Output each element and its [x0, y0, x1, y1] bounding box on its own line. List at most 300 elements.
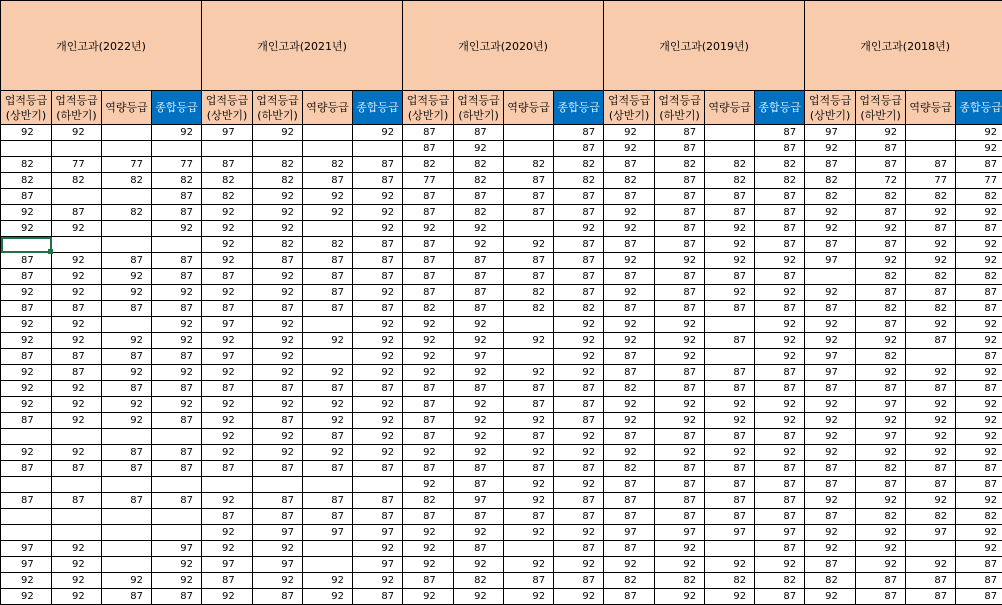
grade-cell[interactable]: 87 — [202, 269, 253, 285]
grade-cell[interactable] — [504, 541, 554, 557]
grade-cell[interactable]: 82 — [604, 173, 655, 189]
grade-cell[interactable]: 92 — [454, 397, 504, 413]
grade-cell[interactable]: 97 — [805, 365, 856, 381]
grade-cell[interactable] — [52, 141, 102, 157]
grade-cell[interactable]: 87 — [554, 413, 604, 429]
grade-cell[interactable]: 92 — [52, 125, 102, 141]
grade-cell[interactable] — [303, 141, 353, 157]
grade-cell[interactable] — [705, 541, 755, 557]
grade-cell[interactable]: 82 — [1, 173, 52, 189]
grade-cell[interactable]: 87 — [454, 477, 504, 493]
grade-cell[interactable]: 87 — [102, 253, 152, 269]
grade-cell[interactable]: 87 — [604, 493, 655, 509]
grade-cell[interactable]: 92 — [353, 189, 403, 205]
grade-cell[interactable]: 87 — [202, 573, 253, 589]
grade-cell[interactable]: 87 — [454, 269, 504, 285]
grade-cell[interactable]: 92 — [303, 333, 353, 349]
grade-cell[interactable]: 92 — [353, 317, 403, 333]
grade-cell[interactable]: 82 — [554, 301, 604, 317]
grade-cell[interactable]: 97 — [303, 525, 353, 541]
grade-cell[interactable]: 87 — [655, 269, 705, 285]
grade-cell[interactable]: 92 — [152, 285, 202, 301]
grade-cell[interactable]: 82 — [504, 285, 554, 301]
grade-cell[interactable]: 87 — [755, 301, 805, 317]
grade-cell[interactable]: 92 — [956, 397, 1002, 413]
grade-cell[interactable]: 92 — [454, 317, 504, 333]
grade-cell[interactable]: 92 — [856, 413, 906, 429]
grade-cell[interactable]: 92 — [1, 397, 52, 413]
grade-cell[interactable]: 82 — [805, 189, 856, 205]
grade-cell[interactable] — [152, 525, 202, 541]
grade-cell[interactable]: 87 — [755, 269, 805, 285]
grade-cell[interactable]: 87 — [805, 461, 856, 477]
grade-cell[interactable]: 87 — [956, 461, 1002, 477]
grade-cell[interactable]: 87 — [253, 461, 303, 477]
grade-cell[interactable]: 87 — [906, 157, 956, 173]
grade-cell[interactable]: 87 — [655, 301, 705, 317]
overall-grade-header[interactable]: 종합등급 — [353, 91, 403, 125]
grade-cell[interactable]: 92 — [604, 253, 655, 269]
grade-cell[interactable]: 92 — [353, 445, 403, 461]
grade-cell[interactable]: 87 — [655, 237, 705, 253]
grade-cell[interactable]: 92 — [504, 525, 554, 541]
grade-cell[interactable]: 92 — [253, 269, 303, 285]
column-header[interactable]: 업적등급 (상반기) — [403, 91, 454, 125]
grade-cell[interactable] — [253, 141, 303, 157]
grade-cell[interactable]: 82 — [906, 301, 956, 317]
grade-cell[interactable]: 92 — [755, 397, 805, 413]
grade-cell[interactable]: 87 — [504, 509, 554, 525]
grade-cell[interactable] — [152, 429, 202, 445]
grade-cell[interactable]: 92 — [52, 253, 102, 269]
grade-cell[interactable]: 92 — [253, 189, 303, 205]
grade-cell[interactable]: 92 — [253, 285, 303, 301]
grade-cell[interactable]: 87 — [554, 189, 604, 205]
grade-cell[interactable]: 87 — [604, 589, 655, 605]
grade-cell[interactable]: 87 — [755, 125, 805, 141]
grade-cell[interactable]: 87 — [755, 381, 805, 397]
grade-cell[interactable]: 87 — [52, 365, 102, 381]
grade-cell[interactable]: 92 — [705, 221, 755, 237]
column-header[interactable]: 업적등급 (하반기) — [454, 91, 504, 125]
grade-cell[interactable]: 92 — [1, 205, 52, 221]
grade-cell[interactable]: 82 — [755, 573, 805, 589]
grade-cell[interactable] — [303, 477, 353, 493]
grade-cell[interactable]: 97 — [1, 541, 52, 557]
grade-cell[interactable]: 92 — [454, 557, 504, 573]
grade-cell[interactable]: 87 — [152, 205, 202, 221]
grade-cell[interactable]: 87 — [253, 253, 303, 269]
grade-cell[interactable]: 92 — [202, 205, 253, 221]
grade-cell[interactable] — [1, 429, 52, 445]
grade-cell[interactable]: 87 — [504, 429, 554, 445]
grade-cell[interactable]: 92 — [1, 317, 52, 333]
column-header[interactable]: 업적등급 (하반기) — [655, 91, 705, 125]
grade-cell[interactable]: 92 — [554, 477, 604, 493]
grade-cell[interactable]: 82 — [755, 157, 805, 173]
grade-cell[interactable] — [1, 525, 52, 541]
grade-cell[interactable]: 92 — [52, 269, 102, 285]
grade-cell[interactable]: 87 — [152, 413, 202, 429]
grade-cell[interactable]: 87 — [906, 333, 956, 349]
grade-cell[interactable]: 87 — [805, 301, 856, 317]
grade-cell[interactable]: 97 — [253, 525, 303, 541]
grade-cell[interactable]: 92 — [303, 397, 353, 413]
grade-cell[interactable]: 87 — [604, 541, 655, 557]
grade-cell[interactable]: 92 — [655, 333, 705, 349]
grade-cell[interactable]: 92 — [554, 317, 604, 333]
column-header[interactable]: 역량등급 — [102, 91, 152, 125]
grade-cell[interactable]: 87 — [504, 205, 554, 221]
grade-cell[interactable]: 92 — [655, 317, 705, 333]
grade-cell[interactable] — [152, 509, 202, 525]
grade-cell[interactable]: 87 — [856, 237, 906, 253]
grade-cell[interactable]: 97 — [655, 525, 705, 541]
grade-cell[interactable]: 87 — [504, 461, 554, 477]
grade-cell[interactable]: 97 — [202, 557, 253, 573]
grade-cell[interactable]: 82 — [956, 509, 1002, 525]
grade-cell[interactable]: 92 — [755, 557, 805, 573]
grade-cell[interactable]: 97 — [805, 125, 856, 141]
grade-cell[interactable]: 97 — [856, 429, 906, 445]
grade-cell[interactable]: 87 — [403, 429, 454, 445]
grade-cell[interactable] — [52, 477, 102, 493]
column-header[interactable]: 업적등급 (상반기) — [202, 91, 253, 125]
grade-cell[interactable]: 87 — [454, 125, 504, 141]
grade-cell[interactable]: 87 — [956, 589, 1002, 605]
grade-cell[interactable]: 92 — [856, 125, 906, 141]
grade-cell[interactable]: 92 — [956, 493, 1002, 509]
grade-cell[interactable]: 87 — [755, 237, 805, 253]
grade-cell[interactable]: 92 — [906, 557, 956, 573]
grade-cell[interactable]: 87 — [655, 429, 705, 445]
grade-cell[interactable] — [102, 541, 152, 557]
grade-cell[interactable]: 82 — [554, 173, 604, 189]
grade-cell[interactable]: 82 — [906, 509, 956, 525]
grade-cell[interactable] — [504, 221, 554, 237]
grade-cell[interactable]: 77 — [52, 157, 102, 173]
grade-cell[interactable]: 87 — [303, 301, 353, 317]
grade-cell[interactable]: 92 — [454, 221, 504, 237]
grade-cell[interactable]: 82 — [303, 237, 353, 253]
grade-cell[interactable]: 92 — [152, 125, 202, 141]
grade-cell[interactable]: 92 — [152, 557, 202, 573]
grade-cell[interactable]: 87 — [403, 125, 454, 141]
grade-cell[interactable]: 92 — [755, 253, 805, 269]
grade-cell[interactable]: 92 — [52, 221, 102, 237]
grade-cell[interactable]: 82 — [152, 173, 202, 189]
grade-cell[interactable]: 92 — [705, 285, 755, 301]
grade-cell[interactable]: 87 — [353, 237, 403, 253]
grade-cell[interactable]: 92 — [303, 573, 353, 589]
grade-cell[interactable]: 92 — [805, 285, 856, 301]
grade-cell[interactable]: 87 — [805, 237, 856, 253]
grade-cell[interactable]: 92 — [353, 349, 403, 365]
grade-cell[interactable]: 92 — [253, 205, 303, 221]
grade-cell[interactable]: 82 — [454, 173, 504, 189]
grade-cell[interactable]: 92 — [403, 317, 454, 333]
grade-cell[interactable]: 87 — [353, 173, 403, 189]
grade-cell[interactable]: 87 — [504, 381, 554, 397]
grade-cell[interactable]: 87 — [705, 509, 755, 525]
grade-cell[interactable]: 82 — [202, 173, 253, 189]
grade-cell[interactable]: 77 — [102, 157, 152, 173]
grade-cell[interactable]: 82 — [52, 173, 102, 189]
grade-cell[interactable]: 87 — [956, 349, 1002, 365]
grade-cell[interactable]: 87 — [403, 205, 454, 221]
grade-cell[interactable]: 82 — [454, 157, 504, 173]
grade-cell[interactable]: 87 — [1, 269, 52, 285]
column-header[interactable]: 업적등급 (하반기) — [253, 91, 303, 125]
grade-cell[interactable]: 92 — [604, 221, 655, 237]
grade-cell[interactable]: 87 — [705, 477, 755, 493]
grade-cell[interactable]: 92 — [454, 141, 504, 157]
column-header[interactable]: 업적등급 (상반기) — [604, 91, 655, 125]
grade-cell[interactable]: 87 — [705, 205, 755, 221]
grade-cell[interactable]: 87 — [403, 397, 454, 413]
grade-cell[interactable] — [303, 349, 353, 365]
grade-cell[interactable]: 87 — [353, 589, 403, 605]
grade-cell[interactable]: 87 — [102, 461, 152, 477]
grade-cell[interactable]: 92 — [353, 429, 403, 445]
grade-cell[interactable]: 92 — [202, 333, 253, 349]
grade-cell[interactable]: 92 — [303, 445, 353, 461]
grade-cell[interactable]: 87 — [554, 397, 604, 413]
grade-cell[interactable]: 92 — [705, 413, 755, 429]
grade-cell[interactable]: 92 — [554, 525, 604, 541]
grade-cell[interactable]: 87 — [906, 477, 956, 493]
grade-cell[interactable]: 92 — [906, 413, 956, 429]
grade-cell[interactable]: 92 — [202, 525, 253, 541]
grade-cell[interactable]: 92 — [604, 205, 655, 221]
grade-cell[interactable]: 92 — [52, 285, 102, 301]
grade-cell[interactable]: 97 — [906, 525, 956, 541]
grade-cell[interactable]: 92 — [253, 349, 303, 365]
grade-cell[interactable]: 92 — [655, 541, 705, 557]
grade-cell[interactable]: 92 — [202, 413, 253, 429]
grade-cell[interactable]: 87 — [604, 189, 655, 205]
grade-cell[interactable] — [906, 541, 956, 557]
grade-cell[interactable]: 92 — [956, 253, 1002, 269]
grade-cell[interactable]: 87 — [403, 285, 454, 301]
grade-cell[interactable] — [202, 141, 253, 157]
grade-cell[interactable]: 92 — [504, 445, 554, 461]
grade-cell[interactable]: 87 — [655, 285, 705, 301]
grade-cell[interactable]: 87 — [856, 589, 906, 605]
grade-cell[interactable]: 92 — [755, 445, 805, 461]
grade-cell[interactable]: 92 — [655, 445, 705, 461]
grade-cell[interactable]: 97 — [353, 557, 403, 573]
grade-cell[interactable]: 97 — [805, 253, 856, 269]
grade-cell[interactable]: 87 — [303, 429, 353, 445]
grade-cell[interactable]: 87 — [705, 269, 755, 285]
grade-cell[interactable]: 87 — [1, 189, 52, 205]
grade-cell[interactable]: 77 — [956, 173, 1002, 189]
grade-cell[interactable]: 92 — [253, 317, 303, 333]
grade-cell[interactable] — [102, 525, 152, 541]
grade-cell[interactable] — [1, 509, 52, 525]
grade-cell[interactable]: 92 — [102, 397, 152, 413]
grade-cell[interactable]: 87 — [655, 173, 705, 189]
grade-cell[interactable]: 87 — [403, 509, 454, 525]
grade-cell[interactable]: 92 — [202, 237, 253, 253]
grade-cell[interactable]: 92 — [403, 525, 454, 541]
grade-cell[interactable]: 87 — [906, 573, 956, 589]
grade-cell[interactable]: 87 — [403, 381, 454, 397]
grade-cell[interactable]: 77 — [152, 157, 202, 173]
year-group-header[interactable]: 개인고과(2020년) — [403, 1, 604, 91]
grade-cell[interactable]: 87 — [554, 125, 604, 141]
grade-cell[interactable]: 92 — [755, 333, 805, 349]
grade-cell[interactable]: 87 — [403, 237, 454, 253]
grade-cell[interactable]: 92 — [705, 237, 755, 253]
grade-cell[interactable]: 92 — [1, 589, 52, 605]
grade-cell[interactable]: 92 — [504, 333, 554, 349]
grade-cell[interactable] — [906, 141, 956, 157]
grade-cell[interactable]: 87 — [655, 493, 705, 509]
grade-cell[interactable] — [102, 477, 152, 493]
grade-cell[interactable]: 97 — [454, 349, 504, 365]
grade-cell[interactable]: 82 — [755, 173, 805, 189]
grade-cell[interactable]: 87 — [956, 573, 1002, 589]
grade-cell[interactable] — [52, 525, 102, 541]
grade-cell[interactable]: 92 — [353, 573, 403, 589]
grade-cell[interactable]: 92 — [856, 541, 906, 557]
column-header[interactable]: 역량등급 — [504, 91, 554, 125]
grade-cell[interactable]: 87 — [755, 141, 805, 157]
grade-cell[interactable]: 82 — [454, 205, 504, 221]
grade-cell[interactable]: 92 — [454, 365, 504, 381]
grade-cell[interactable]: 92 — [906, 237, 956, 253]
grade-cell[interactable]: 87 — [856, 205, 906, 221]
grade-cell[interactable] — [102, 189, 152, 205]
grade-cell[interactable]: 92 — [554, 589, 604, 605]
grade-cell[interactable]: 87 — [554, 205, 604, 221]
grade-cell[interactable]: 87 — [454, 461, 504, 477]
grade-cell[interactable]: 92 — [403, 333, 454, 349]
grade-cell[interactable]: 87 — [454, 253, 504, 269]
grade-cell[interactable]: 92 — [152, 221, 202, 237]
grade-cell[interactable]: 92 — [253, 125, 303, 141]
grade-cell[interactable]: 92 — [604, 413, 655, 429]
grade-cell[interactable]: 82 — [604, 461, 655, 477]
grade-cell[interactable]: 92 — [655, 557, 705, 573]
grade-cell[interactable]: 87 — [504, 573, 554, 589]
grade-cell[interactable]: 87 — [554, 461, 604, 477]
grade-cell[interactable]: 87 — [52, 349, 102, 365]
grade-cell[interactable]: 87 — [454, 541, 504, 557]
grade-cell[interactable]: 92 — [655, 589, 705, 605]
grade-cell[interactable]: 87 — [604, 365, 655, 381]
grade-cell[interactable]: 87 — [1, 413, 52, 429]
grade-cell[interactable]: 82 — [253, 237, 303, 253]
grade-cell[interactable]: 87 — [956, 381, 1002, 397]
grade-cell[interactable]: 97 — [705, 525, 755, 541]
grade-cell[interactable]: 92 — [856, 253, 906, 269]
grade-cell[interactable]: 87 — [655, 221, 705, 237]
grade-cell[interactable]: 92 — [856, 493, 906, 509]
grade-cell[interactable] — [504, 141, 554, 157]
grade-cell[interactable]: 92 — [102, 269, 152, 285]
grade-cell[interactable]: 82 — [403, 301, 454, 317]
grade-cell[interactable]: 92 — [202, 493, 253, 509]
grade-cell[interactable]: 87 — [906, 381, 956, 397]
grade-cell[interactable]: 82 — [856, 461, 906, 477]
grade-cell[interactable]: 82 — [705, 173, 755, 189]
year-group-header[interactable]: 개인고과(2022년) — [1, 1, 202, 91]
grade-cell[interactable]: 87 — [705, 461, 755, 477]
grade-cell[interactable]: 92 — [906, 253, 956, 269]
grade-cell[interactable]: 92 — [805, 317, 856, 333]
column-header[interactable]: 역량등급 — [303, 91, 353, 125]
grade-cell[interactable]: 92 — [956, 205, 1002, 221]
grade-cell[interactable]: 87 — [554, 269, 604, 285]
grade-cell[interactable]: 92 — [454, 429, 504, 445]
grade-cell[interactable]: 92 — [1, 573, 52, 589]
grade-cell[interactable]: 87 — [152, 253, 202, 269]
overall-grade-header[interactable]: 종합등급 — [554, 91, 604, 125]
grade-cell[interactable]: 82 — [102, 173, 152, 189]
fill-handle[interactable] — [48, 249, 53, 254]
grade-cell[interactable]: 92 — [655, 413, 705, 429]
grade-cell[interactable]: 87 — [1, 349, 52, 365]
year-group-header[interactable]: 개인고과(2019년) — [604, 1, 805, 91]
grade-cell[interactable]: 92 — [805, 445, 856, 461]
grade-cell[interactable] — [102, 429, 152, 445]
grade-cell[interactable]: 92 — [1, 365, 52, 381]
grade-cell[interactable]: 92 — [353, 413, 403, 429]
grade-cell[interactable]: 92 — [504, 237, 554, 253]
grade-cell[interactable]: 92 — [755, 317, 805, 333]
grade-cell[interactable]: 87 — [755, 541, 805, 557]
grade-cell[interactable]: 92 — [956, 541, 1002, 557]
grade-cell[interactable]: 87 — [805, 557, 856, 573]
grade-cell[interactable]: 87 — [705, 301, 755, 317]
grade-cell[interactable]: 92 — [52, 541, 102, 557]
grade-cell[interactable]: 87 — [52, 205, 102, 221]
grade-cell[interactable] — [102, 317, 152, 333]
grade-cell[interactable]: 82 — [504, 157, 554, 173]
grade-cell[interactable]: 92 — [504, 477, 554, 493]
grade-cell[interactable]: 87 — [202, 509, 253, 525]
grade-cell[interactable] — [705, 125, 755, 141]
grade-cell[interactable]: 87 — [655, 189, 705, 205]
grade-cell[interactable]: 92 — [504, 365, 554, 381]
grade-cell[interactable]: 87 — [454, 301, 504, 317]
grade-cell[interactable]: 92 — [1, 445, 52, 461]
column-header[interactable]: 역량등급 — [906, 91, 956, 125]
grade-cell[interactable]: 87 — [554, 573, 604, 589]
grade-cell[interactable]: 92 — [504, 589, 554, 605]
grade-cell[interactable]: 92 — [906, 397, 956, 413]
grade-cell[interactable] — [102, 221, 152, 237]
grade-cell[interactable]: 87 — [705, 333, 755, 349]
grade-cell[interactable]: 87 — [102, 493, 152, 509]
grade-cell[interactable]: 87 — [554, 381, 604, 397]
grade-cell[interactable]: 92 — [454, 413, 504, 429]
grade-cell[interactable]: 92 — [705, 589, 755, 605]
grade-cell[interactable]: 87 — [956, 285, 1002, 301]
grade-cell[interactable]: 87 — [504, 397, 554, 413]
grade-cell[interactable]: 92 — [1, 333, 52, 349]
grade-cell[interactable]: 87 — [353, 493, 403, 509]
grade-cell[interactable]: 92 — [303, 365, 353, 381]
grade-cell[interactable]: 92 — [253, 397, 303, 413]
grade-cell[interactable]: 92 — [956, 237, 1002, 253]
grade-cell[interactable] — [52, 189, 102, 205]
grade-cell[interactable]: 87 — [1, 253, 52, 269]
grade-cell[interactable]: 87 — [102, 589, 152, 605]
